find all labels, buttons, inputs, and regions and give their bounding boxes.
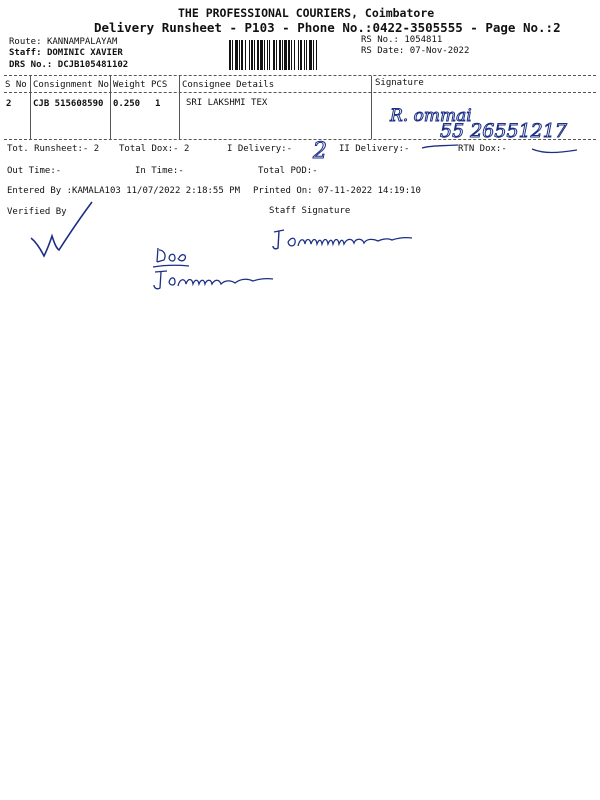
barcode-bar bbox=[232, 40, 233, 70]
barcode-bar bbox=[294, 40, 295, 70]
staff-signature bbox=[270, 226, 420, 252]
tot-runsheet: Tot. Runsheet:- 2 bbox=[7, 144, 100, 154]
rs-no-label: RS No.: bbox=[361, 35, 399, 45]
rs-no-field bbox=[361, 35, 442, 45]
barcode bbox=[229, 40, 355, 70]
cell-weight: 0.250 bbox=[113, 99, 141, 109]
cell-consignment: CJB 515608590 bbox=[33, 99, 104, 109]
barcode-bar bbox=[254, 40, 255, 70]
staff-field bbox=[9, 48, 123, 58]
barcode-bar bbox=[251, 40, 253, 70]
printed-on: Printed On: 07-11-2022 14:19:10 bbox=[253, 186, 421, 196]
col-divider bbox=[110, 76, 111, 139]
staff-signature-label: Staff Signature bbox=[269, 206, 351, 216]
col-header-signature: Signature bbox=[375, 78, 424, 88]
table-top-rule bbox=[4, 75, 596, 76]
barcode-bar bbox=[229, 40, 231, 70]
rtn-dox-stroke bbox=[530, 145, 580, 157]
route-value: KANNAMPALAYAM bbox=[46, 37, 118, 47]
barcode-bar bbox=[313, 40, 314, 70]
barcode-bar bbox=[269, 40, 270, 70]
total-dox: Total Dox:- 2 bbox=[119, 144, 190, 154]
rs-date-field bbox=[361, 46, 469, 56]
rs-date-label: RS Date: bbox=[361, 46, 405, 56]
barcode-bar bbox=[316, 40, 317, 70]
barcode-bar bbox=[257, 40, 259, 70]
table-header-rule bbox=[4, 92, 596, 93]
barcode-bar bbox=[304, 40, 305, 70]
col-divider bbox=[30, 76, 31, 139]
barcode-bar bbox=[291, 40, 292, 70]
barcode-bar bbox=[273, 40, 275, 70]
barcode-bar bbox=[300, 40, 302, 70]
verified-by-label: Verified By bbox=[7, 207, 67, 217]
barcode-bar bbox=[284, 40, 287, 70]
barcode-bar bbox=[282, 40, 283, 70]
barcode-bar bbox=[298, 40, 299, 70]
i-delivery-count bbox=[308, 136, 338, 164]
ii-delivery: II Delivery:- bbox=[339, 144, 410, 154]
verified-by-signature bbox=[28, 198, 98, 262]
col-divider bbox=[371, 76, 372, 139]
cell-consignee: SRI LAKSHMI TEX bbox=[186, 98, 268, 108]
out-time: Out Time:- bbox=[7, 166, 62, 176]
col-header-weight: Weight bbox=[113, 80, 146, 90]
barcode-bar bbox=[249, 40, 250, 70]
cell-sno: 2 bbox=[6, 99, 12, 109]
ii-delivery-stroke bbox=[420, 140, 460, 152]
barcode-bar bbox=[309, 40, 312, 70]
route-field bbox=[9, 37, 117, 47]
i-delivery-count-text: 2 bbox=[313, 139, 327, 164]
barcode-bar bbox=[260, 40, 263, 70]
drs-field bbox=[9, 60, 128, 70]
col-header-pcs: PCS bbox=[151, 80, 168, 90]
drs-label: DRS No.: bbox=[9, 60, 53, 70]
barcode-bar bbox=[276, 40, 277, 70]
barcode-bar bbox=[267, 40, 268, 70]
barcode-bar bbox=[239, 40, 240, 70]
staff-label: Staff: bbox=[9, 48, 42, 58]
staff-value: DOMINIC XAVIER bbox=[46, 48, 123, 58]
runsheet-title: Delivery Runsheet - P103 - Phone No.:0422-3505555 - Page No.:2 bbox=[94, 20, 561, 35]
col-divider bbox=[179, 76, 180, 139]
drs-value: DCJB105481102 bbox=[57, 60, 129, 70]
in-time: In Time:- bbox=[135, 166, 184, 176]
barcode-bar bbox=[245, 40, 246, 70]
rs-date-value: 07-Nov-2022 bbox=[409, 46, 470, 56]
barcode-bar bbox=[279, 40, 281, 70]
col-header-consignment: Consignment No bbox=[33, 80, 109, 90]
barcode-bar bbox=[264, 40, 265, 70]
barcode-bar bbox=[235, 40, 238, 70]
handwritten-date-signature bbox=[145, 244, 280, 292]
rs-no-value: 1054811 bbox=[404, 35, 443, 45]
cell-pcs: 1 bbox=[155, 99, 161, 109]
total-pod: Total POD:- bbox=[258, 166, 318, 176]
barcode-bar bbox=[288, 40, 290, 70]
entered-by: Entered By :KAMALA103 11/07/2022 2:18:55 PM bbox=[7, 186, 240, 196]
barcode-bar bbox=[306, 40, 307, 70]
signature-line-2: 55 26551217 bbox=[440, 120, 567, 142]
col-header-consignee: Consignee Details bbox=[182, 80, 275, 90]
signature-line-1: R. ommai bbox=[390, 106, 472, 126]
receiver-signature bbox=[388, 104, 588, 140]
i-delivery: I Delivery:- bbox=[227, 144, 293, 154]
col-header-sno: S No bbox=[5, 80, 27, 90]
rtn-dox: RTN Dox:- bbox=[458, 144, 507, 154]
route-label: Route: bbox=[9, 37, 42, 47]
company-name: THE PROFESSIONAL COURIERS, Coimbatore bbox=[178, 6, 435, 20]
barcode-bar bbox=[241, 40, 243, 70]
